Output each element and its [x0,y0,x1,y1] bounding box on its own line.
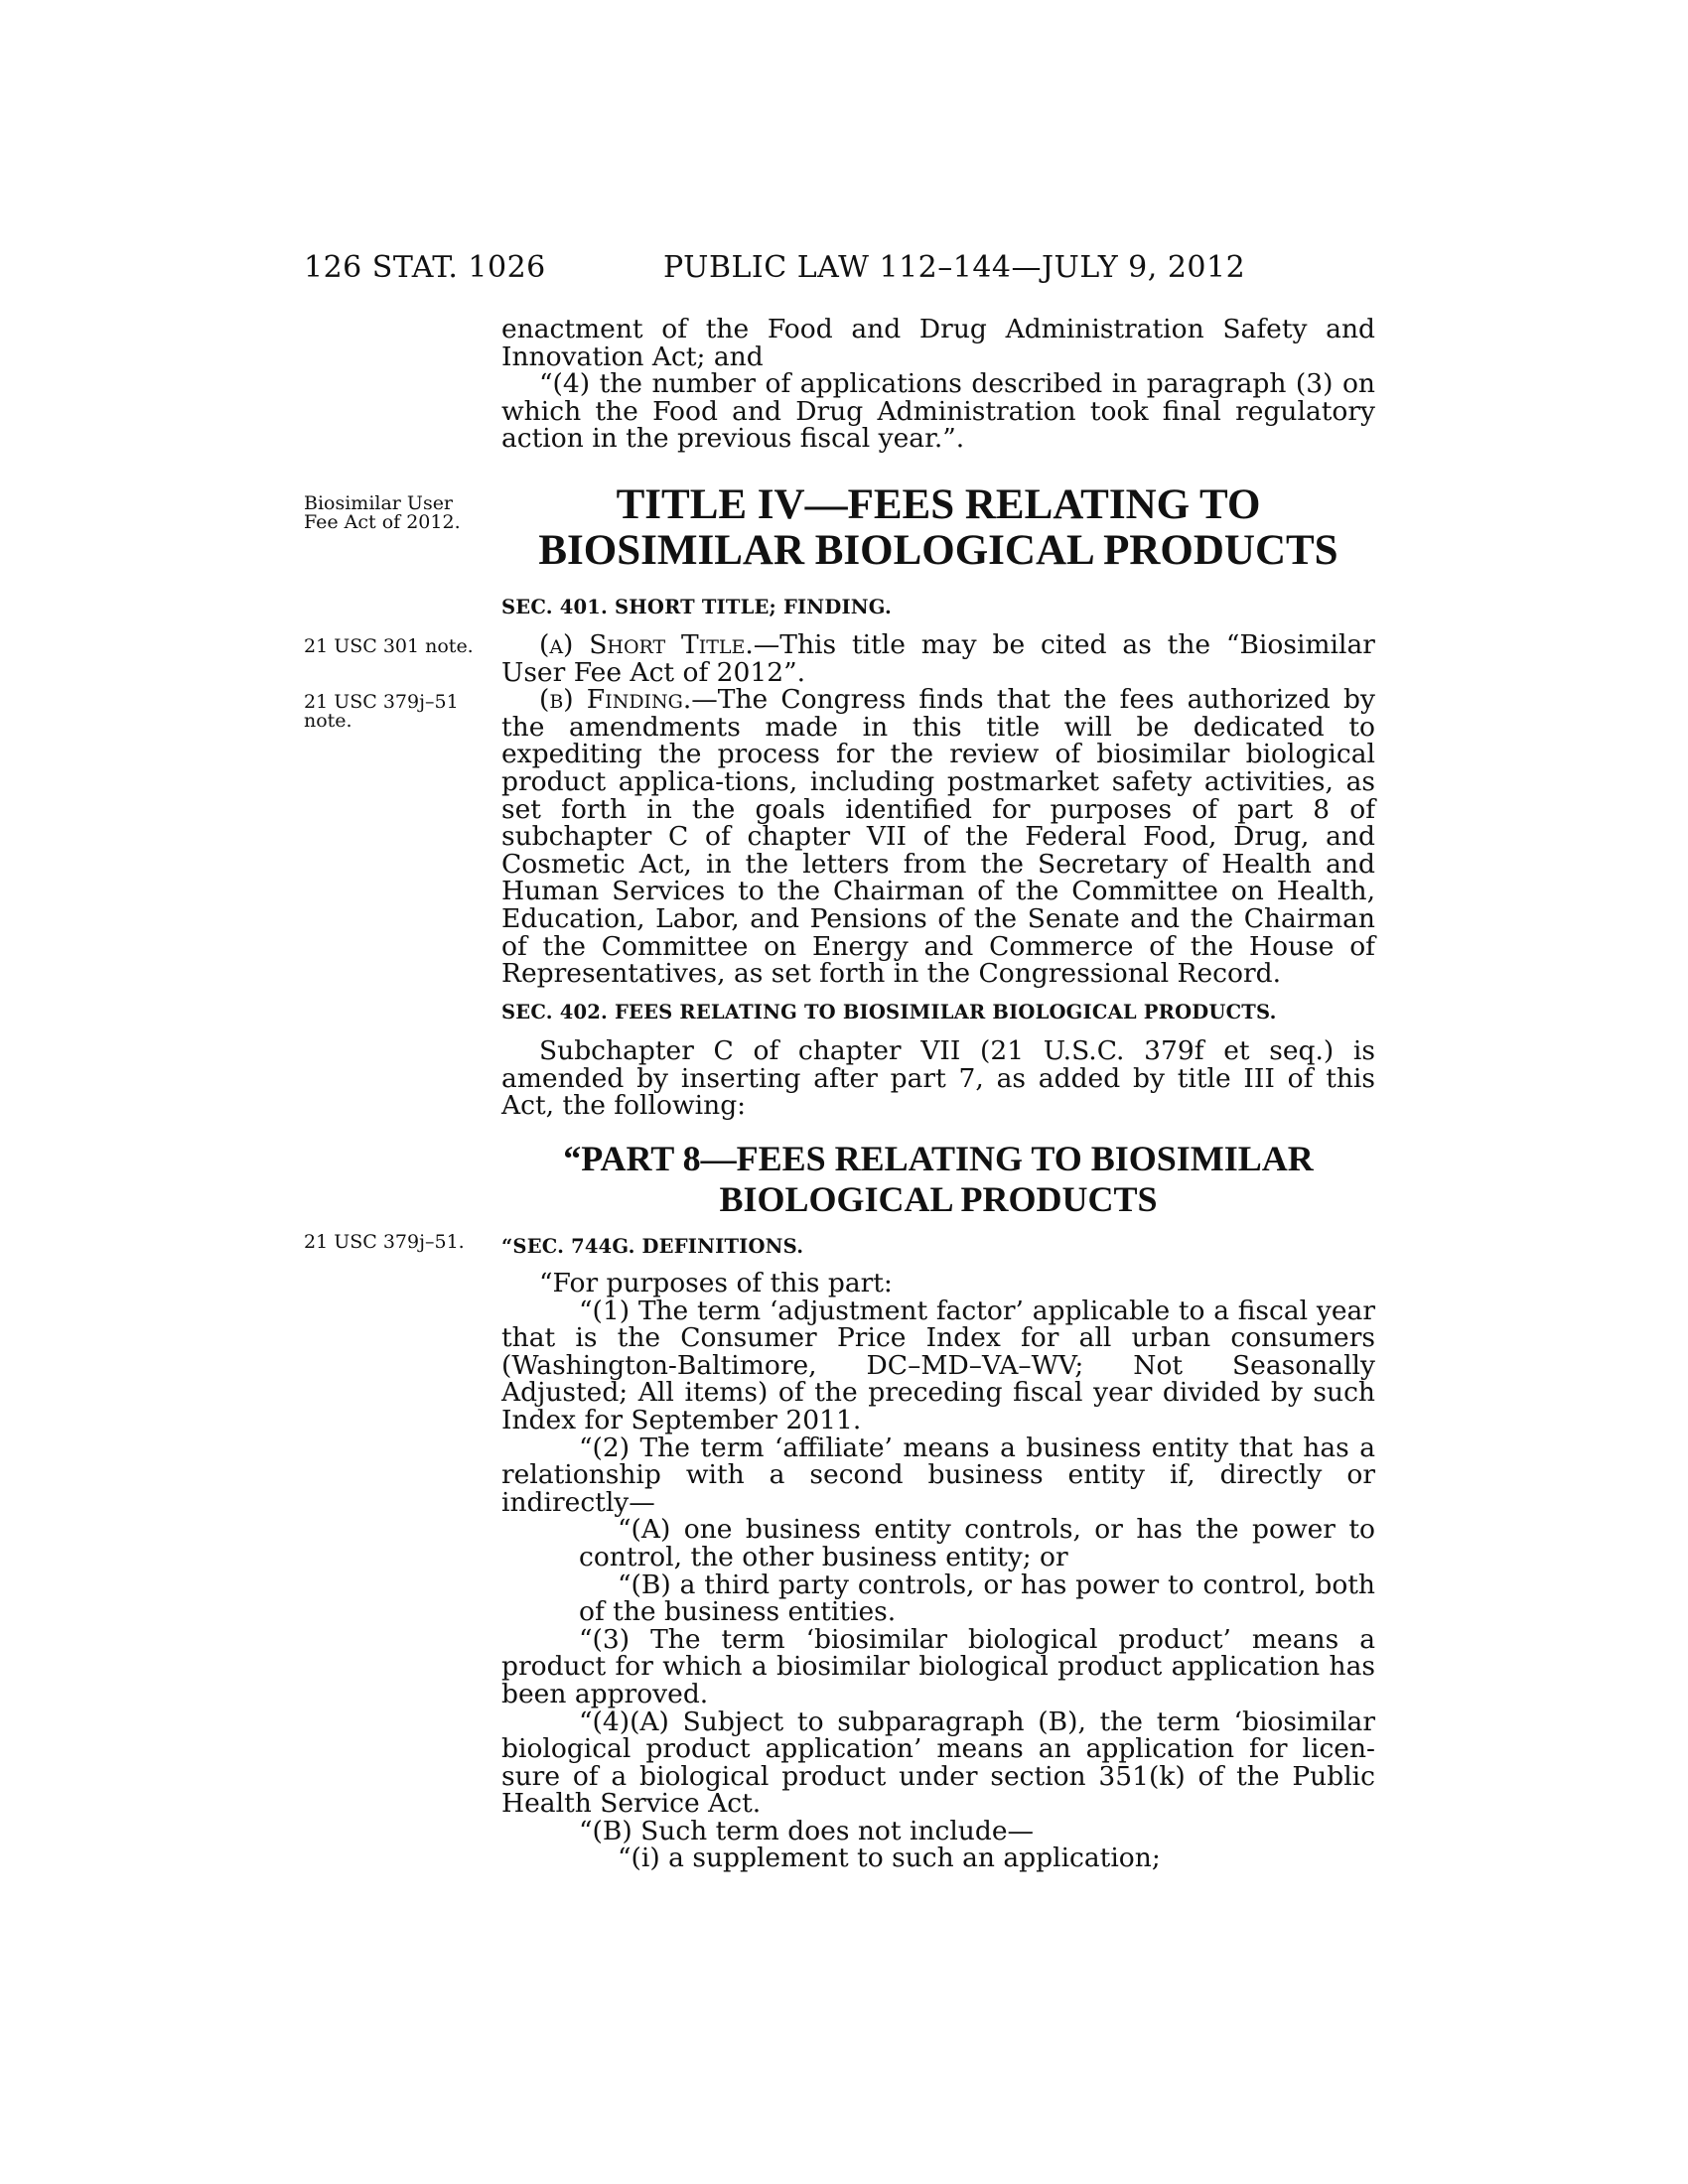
definition-3: “(3) The term ‘biosimilar biological product’ means a product for which a biosimilar biological product application has been approved. [501,1623,1375,1709]
definition-2B: “(B) a third party controls, or has power to control, both of the business entities. [579,1569,1375,1628]
margin-note-line: Fee Act of 2012. [304,511,461,533]
part-8-line2: BIOLOGICAL PRODUCTS [719,1179,1158,1219]
definition-4B: “(B) Such term does not include— [579,1815,1035,1846]
margin-note-act-name [304,494,492,532]
sec-401-a [501,631,1375,686]
sec-744g-heading: “SEC. 744G. DEFINITIONS. [501,1235,804,1258]
sec-402-body [501,1037,1375,1120]
sec-401-heading: SEC. 401. SHORT TITLE; FINDING. [501,596,892,618]
finding-text: —The Congress finds that the fees authorized by the amendments made in this title will be dedicated to expediting the process for the review of biosimilar biological product applica-tions, including postmarket safety activities, as set forth in the goals identified for purposes of part 8 of subchapter C of chapter VII of the Federal Food, Drug, and Cosmetic Act, in the letters from the Secretary of Health and Human Services to the Chairman of the Committee on Health, Education, Labor, and Pensions of the Senate and the Chairman of the Committee on Energy and Commerce of the House of Representatives, as set forth in the Congressional Record. [501,684,1375,990]
margin-note-usc-379j [304,693,492,731]
margin-note-line: note. [304,710,352,732]
sec-744g-body [501,1270,1375,1872]
sec-401-b [501,686,1375,988]
definitions-intro: “For purposes of this part: [539,1268,893,1298]
definition-4A: “(4)(A) Subject to subparagraph (B), the term ‘biosimilar biological product application’ means an application for licen-sure of a biological product under section 351(k) of the Public Health Service Act. [501,1706,1375,1820]
margin-note-line: Biosimilar User [304,492,454,514]
continuation-paragraph: enactment of the Food and Drug Administration Safety and Innovation Act; and [501,314,1375,372]
finding-label: (b) Finding. [539,684,692,716]
title-iv-heading [501,482,1375,574]
definition-2A: “(A) one business entity controls, or has the power to control, the other business entity; or [579,1514,1375,1572]
sec-401-body [501,631,1375,988]
margin-note-usc-301: 21 USC 301 note. [304,635,474,657]
public-law-header: PUBLIC LAW 112–144—JULY 9, 2012 [663,250,1246,285]
definition-1: “(1) The term ‘adjustment factor’ applicable to a fiscal year that is the Consumer Price Index for all urban consumers (Washington-Baltimore, DC–MD–VA–WV; Not Seasonally Adjusted; All items) of the preceding fiscal year divided by such Index for September 2011. [501,1295,1375,1435]
short-title-label: (a) Short Title. [539,629,754,660]
continuation-text [501,316,1375,453]
title-iv-line1: TITLE IV—FEES RELATING TO [616,481,1261,528]
sec-402-text: Subchapter C of chapter VII (21 U.S.C. 379f et seq.) is amended by inserting after part 7, as added by title III of this Act, the following: [501,1035,1375,1122]
short-title-text: —This title may be cited as the “Biosimilar User Fee Act of 2012”. [501,629,1375,688]
paragraph-4: “(4) the number of applications described in paragraph (3) on which the Food and Drug Administration took final regulatory action in the previous fiscal year.”. [501,368,1375,455]
title-iv-line2: BIOSIMILAR BIOLOGICAL PRODUCTS [538,527,1338,574]
part-8-heading [501,1139,1375,1220]
margin-note-line: 21 USC 379j–51 [304,691,459,713]
part-8-line1: “PART 8—FEES RELATING TO BIOSIMILAR [563,1139,1314,1178]
sec-402-heading: SEC. 402. FEES RELATING TO BIOSIMILAR BIOLOGICAL PRODUCTS. [501,1001,1277,1024]
definition-2: “(2) The term ‘affiliate’ means a business entity that has a relationship with a second business entity if, directly or indirectly— [501,1432,1375,1518]
page-stat-number: 126 STAT. 1026 [304,250,546,285]
margin-note-usc-379j-51: 21 USC 379j–51. [304,1231,465,1253]
definition-4Bi: “(i) a supplement to such an application; [618,1843,1161,1874]
